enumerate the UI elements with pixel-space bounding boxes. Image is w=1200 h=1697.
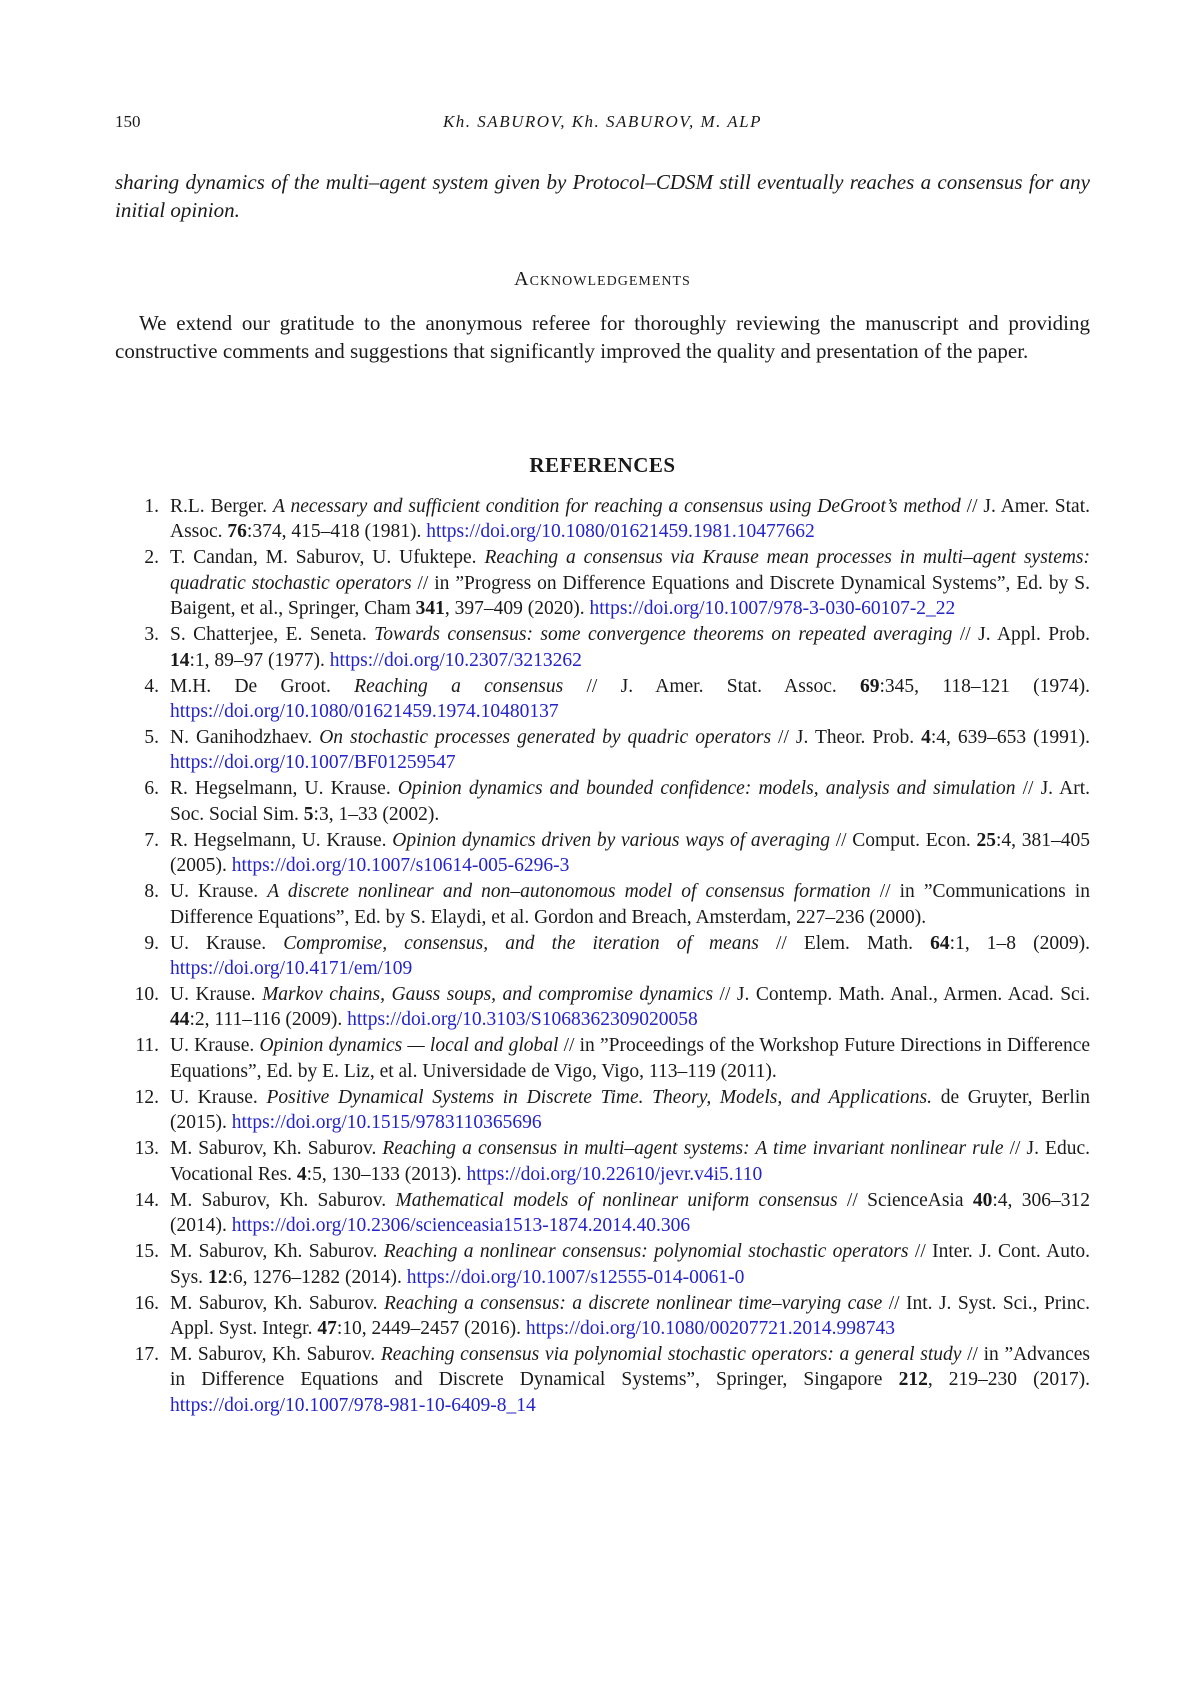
reference-title: Markov chains, Gauss soups, and compromise dynamics	[262, 984, 714, 1006]
reference-source: // J. Amer. Stat. Assoc.	[170, 496, 1091, 543]
reference-source: // J. Amer. Stat. Assoc.	[563, 675, 861, 697]
reference-item	[115, 1085, 1090, 1136]
reference-title: Opinion dynamics and bounded confidence: models, analysis and simulation	[397, 778, 1016, 800]
reference-item	[115, 1188, 1090, 1239]
reference-volume: 40	[972, 1189, 993, 1211]
reference-volume: 4	[296, 1163, 307, 1185]
reference-title: Reaching a consensus	[354, 675, 564, 697]
reference-item	[115, 1136, 1090, 1187]
reference-title: Opinion dynamics driven by various ways of averaging	[392, 829, 830, 851]
reference-item	[115, 879, 1090, 930]
reference-doi-link[interactable]: https://doi.org/10.1007/BF01259547	[170, 752, 456, 774]
reference-volume: 341	[415, 598, 445, 620]
reference-item	[115, 982, 1090, 1033]
reference-pages: :3, 1–33 (2002).	[313, 803, 440, 825]
reference-authors: U. Krause.	[170, 1035, 255, 1057]
reference-doi-link[interactable]: https://doi.org/10.22610/jevr.v4i5.110	[466, 1163, 763, 1185]
reference-pages: :5, 130–133 (2013).	[306, 1163, 462, 1185]
reference-pages: :1, 1–8 (2009).	[949, 932, 1091, 954]
reference-doi-link[interactable]: https://doi.org/10.2306/scienceasia1513-1874.2014.40.306	[231, 1215, 691, 1237]
reference-number: 13.	[134, 1138, 159, 1160]
reference-source: // J. Contemp. Math. Anal., Armen. Acad. Sci.	[713, 984, 1090, 1006]
acknowledgements-text: We extend our gratitude to the anonymous referee for thoroughly reviewing the manuscript and providing constructive comments and suggestions that significantly improved the quality and presentation of the paper.	[115, 311, 1090, 363]
reference-number: 7.	[144, 829, 159, 851]
reference-item	[115, 545, 1090, 621]
page-number: 150	[115, 112, 141, 131]
reference-number: 5.	[144, 727, 159, 749]
reference-doi-link[interactable]: https://doi.org/10.1515/9783110365696	[231, 1112, 542, 1134]
reference-volume: 12	[207, 1266, 228, 1288]
reference-number: 14.	[134, 1189, 159, 1211]
reference-number: 4.	[144, 675, 159, 697]
reference-pages: :345, 118–121 (1974).	[879, 675, 1091, 697]
reference-authors: U. Krause.	[170, 932, 267, 954]
reference-authors: M. Saburov, Kh. Saburov.	[170, 1343, 376, 1365]
reference-number: 3.	[144, 624, 159, 646]
reference-number: 2.	[144, 547, 159, 569]
reference-title: Reaching a consensus: a discrete nonlinear time–varying case	[383, 1292, 883, 1314]
reference-doi-link[interactable]: https://doi.org/10.1007/978-981-10-6409-8_14	[170, 1394, 536, 1416]
reference-title: Opinion dynamics — local and global	[259, 1035, 559, 1057]
reference-authors: U. Krause.	[170, 881, 259, 903]
reference-volume: 69	[860, 675, 880, 697]
reference-number: 12.	[134, 1086, 159, 1108]
running-head	[115, 112, 1090, 136]
reference-authors: R. Hegselmann, U. Krause.	[170, 829, 387, 851]
reference-volume: 76	[227, 521, 247, 543]
reference-volume: 25	[976, 829, 996, 851]
reference-authors: U. Krause.	[170, 984, 256, 1006]
reference-pages: :4, 381–405 (2005).	[170, 829, 1090, 877]
reference-authors: M. Saburov, Kh. Saburov.	[170, 1189, 387, 1211]
running-head-authors: Kh. SABUROV, Kh. SABUROV, M. ALP	[442, 112, 763, 131]
references-list	[115, 494, 1090, 1419]
reference-doi-link[interactable]: https://doi.org/10.1080/01621459.1974.10480137	[170, 701, 559, 723]
reference-number: 11.	[135, 1035, 159, 1057]
reference-pages: :6, 1276–1282 (2014).	[227, 1266, 402, 1288]
reference-title: Towards consensus: some convergence theorems on repeated averaging	[374, 624, 953, 646]
reference-title: A necessary and sufficient condition for reaching a consensus using DeGroot’s method	[272, 496, 961, 517]
reference-title: Reaching a consensus via Krause mean processes in multi–agent systems: quadratic stochastic operators	[170, 547, 1091, 594]
reference-source: // J. Educ. Vocational Res.	[170, 1138, 1090, 1185]
reference-item	[115, 776, 1090, 827]
reference-source: // Int. J. Syst. Sci., Princ. Appl. Syst. Integr.	[170, 1292, 1090, 1339]
reference-pages: , 397–409 (2020).	[444, 598, 585, 620]
reference-number: 1.	[144, 496, 159, 517]
reference-source: // in ”Progress on Difference Equations and Discrete Dynamical Systems”, Ed. by S. Baigent, et al., Springer, Cham	[170, 572, 1090, 620]
reference-item	[115, 622, 1090, 673]
reference-authors: S. Chatterjee, E. Seneta.	[170, 624, 367, 646]
reference-doi-link[interactable]: https://doi.org/10.1080/00207721.2014.998743	[525, 1317, 895, 1339]
reference-authors: R. Hegselmann, U. Krause.	[170, 778, 391, 800]
reference-pages: :10, 2449–2457 (2016).	[336, 1317, 521, 1339]
reference-source: // J. Appl. Prob.	[952, 624, 1090, 646]
reference-source: // J. Art. Soc. Social Sim.	[170, 778, 1090, 825]
reference-source: // Elem. Math.	[758, 932, 931, 954]
reference-title: Compromise, consensus, and the iteration of means	[283, 932, 759, 954]
reference-authors: M. Saburov, Kh. Saburov.	[170, 1292, 378, 1314]
reference-pages: :374, 415–418 (1981).	[246, 521, 422, 543]
reference-pages: :2, 111–116 (2009).	[189, 1009, 343, 1031]
reference-volume: 64	[930, 932, 950, 954]
reference-source: // in ”Advances in Difference Equations and Discrete Dynamical Systems”, Springer, Singapore	[170, 1343, 1090, 1391]
reference-authors: U. Krause.	[170, 1086, 258, 1108]
reference-authors: M.H. De Groot.	[170, 675, 331, 697]
reference-doi-link[interactable]: https://doi.org/10.1007/s10614-005-6296-3	[231, 855, 570, 877]
reference-item	[115, 494, 1090, 545]
reference-volume: 47	[317, 1317, 337, 1339]
reference-title: Reaching a nonlinear consensus: polynomial stochastic operators	[383, 1241, 909, 1263]
reference-title: A discrete nonlinear and non–autonomous model of consensus formation	[267, 881, 871, 903]
reference-source: // J. Theor. Prob.	[771, 727, 922, 749]
reference-number: 8.	[144, 881, 159, 903]
reference-pages: :1, 89–97 (1977).	[189, 649, 325, 671]
reference-item	[115, 1033, 1090, 1084]
reference-source: // ScienceAsia	[837, 1189, 973, 1211]
reference-number: 9.	[144, 932, 159, 954]
reference-doi-link[interactable]: https://doi.org/10.1080/01621459.1981.10477662	[426, 521, 815, 543]
reference-item	[115, 725, 1090, 776]
reference-item	[115, 674, 1090, 725]
reference-item	[115, 931, 1090, 982]
reference-number: 10.	[134, 984, 159, 1006]
reference-source: // in ”Communications in Difference Equations”, Ed. by S. Elaydi, et al. Gordon and Breach, Amsterdam, 227–236 (2000).	[170, 881, 1090, 928]
reference-authors: N. Ganihodzhaev.	[170, 727, 313, 749]
reference-source: // Comput. Econ.	[829, 829, 977, 851]
lead-paragraph: sharing dynamics of the multi–agent system given by Protocol–CDSM still eventually reaches a consensus for any initial opinion.	[115, 170, 1090, 222]
reference-doi-link[interactable]: https://doi.org/10.1007/978-3-030-60107-2_22	[589, 598, 956, 620]
reference-volume: 14	[170, 649, 190, 671]
reference-number: 17.	[134, 1343, 159, 1365]
reference-item	[115, 1291, 1090, 1342]
reference-volume: 5	[303, 803, 314, 825]
acknowledgements-heading: Acknowledgements	[514, 268, 691, 290]
reference-item	[115, 828, 1090, 879]
reference-number: 16.	[134, 1292, 159, 1314]
reference-doi-link[interactable]: https://doi.org/10.1007/s12555-014-0061-0	[406, 1266, 745, 1288]
reference-number: 15.	[134, 1241, 159, 1263]
reference-doi-link[interactable]: https://doi.org/10.3103/S1068362309020058	[347, 1009, 698, 1031]
reference-volume: 4	[921, 727, 931, 749]
reference-pages: , 219–230 (2017).	[927, 1369, 1090, 1391]
reference-title: Positive Dynamical Systems in Discrete Time. Theory, Models, and Applications.	[266, 1086, 932, 1108]
reference-source: de Gruyter, Berlin (2015).	[170, 1086, 1090, 1134]
reference-pages: :4, 639–653 (1991).	[930, 727, 1091, 749]
reference-source: // Inter. J. Cont. Auto. Sys.	[170, 1241, 1091, 1288]
reference-item	[115, 1239, 1090, 1290]
reference-title: Reaching a consensus in multi–agent systems: A time invariant nonlinear rule	[382, 1138, 1004, 1160]
reference-source: // in ”Proceedings of the Workshop Future Directions in Difference Equations”, Ed. by E. Liz, et al. Universidade de Vigo, Vigo, 113–119 (2011).	[170, 1035, 1091, 1082]
reference-number: 6.	[144, 778, 159, 800]
reference-authors: T. Candan, M. Saburov, U. Ufuktepe.	[170, 547, 477, 569]
reference-title: Reaching consensus via polynomial stochastic operators: a general study	[380, 1343, 962, 1365]
reference-authors: M. Saburov, Kh. Saburov.	[170, 1138, 377, 1160]
reference-title: Mathematical models of nonlinear uniform consensus	[395, 1189, 838, 1211]
reference-volume: 212	[898, 1369, 928, 1391]
reference-title: On stochastic processes generated by quadric operators	[319, 727, 772, 749]
reference-doi-link[interactable]: https://doi.org/10.2307/3213262	[329, 649, 582, 671]
reference-volume: 44	[170, 1009, 190, 1031]
references-heading: REFERENCES	[529, 453, 676, 477]
reference-authors: M. Saburov, Kh. Saburov.	[170, 1241, 378, 1263]
reference-doi-link[interactable]: https://doi.org/10.4171/em/109	[170, 958, 413, 980]
reference-pages: :4, 306–312 (2014).	[170, 1189, 1090, 1237]
reference-authors: R.L. Berger.	[170, 496, 268, 517]
reference-item	[115, 1342, 1090, 1418]
